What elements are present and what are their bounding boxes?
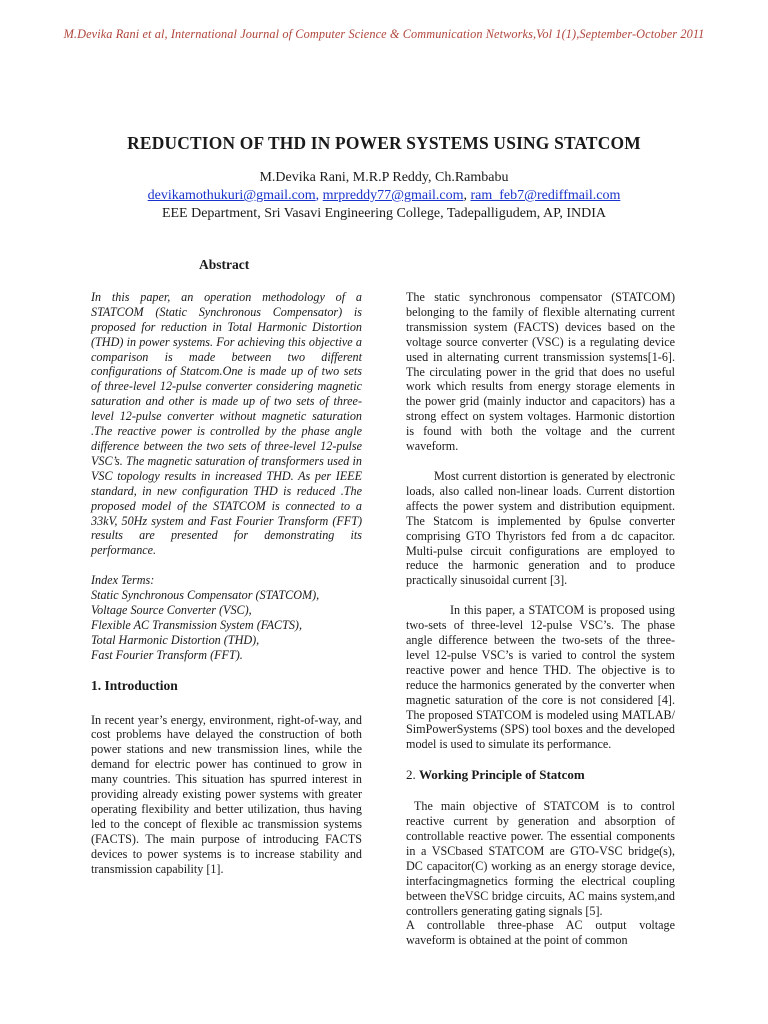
email-link-1[interactable]: devikamothukuri@gmail.com — [147, 188, 316, 203]
introduction-text: In recent year’s energy, environment, right-of-way, and cost problems have delayed the construction of both power stations and new transmission lines, while the demand for electric power has continued to grow in many countries. This situation has spurred interest in providing already existing power systems with greater operating flexibility and better utilization, thus having led to the concept of flexible ac transmission systems (FACTS). The main purpose of introducing FACTS devices to power systems is to increase stability and transmission capability [1]. — [91, 712, 362, 876]
section-2-title: Working Principle of Statcom — [419, 767, 585, 783]
body-paragraph: In this paper, a STATCOM is proposed using two-sets of three-level 12-pulse VSC’s. The phase angle difference between the two-sets of the three-level 12-pulse VSC’s is varied to control the system reactive power and hence THD. The objective is to reduce the harmonics generated by the converter when magnetic saturation of the core is not considered [4]. The proposed STATCOM is modeled using MATLAB/ SimPowerSystems (SPS) tool boxes and the developed model is used to simulate its performance. — [406, 603, 675, 752]
index-term-item: Flexible AC Transmission System (FACTS), — [91, 617, 303, 632]
spacer — [406, 588, 675, 603]
email-separator: , — [463, 188, 471, 203]
authors: M.Devika Rani, M.R.P Reddy, Ch.Rambabu — [259, 170, 509, 185]
body-paragraph: Most current distortion is generated by electronic loads, also called non-linear loads. Current distortion affects the power system and distribution equipment. The Statcom is implemented by 6pulse converter comprising GTO Thyristors fed from a dc capacitor. Multi-pulse circuit configurations are employed to reduce the harmonic generation and to produce practically sinusoidal current [3]. — [406, 468, 675, 588]
index-terms-heading: Index Terms: — [91, 573, 155, 588]
spacer — [406, 454, 675, 469]
index-term-item: Static Synchronous Compensator (STATCOM), — [91, 588, 320, 603]
index-term-item: Voltage Source Converter (VSC), — [91, 603, 252, 618]
introduction-heading: 1. Introduction — [91, 677, 178, 693]
index-term-item: Total Harmonic Distortion (THD), — [91, 632, 260, 647]
email-separator: , — [315, 188, 323, 203]
spacer — [91, 558, 362, 573]
index-terms — [91, 573, 362, 662]
section-2-number: 2. — [406, 767, 416, 783]
affiliation: EEE Department, Sri Vasavi Engineering College, Tadepalligudem, AP, INDIA — [161, 206, 607, 221]
journal-header: M.Devika Rani et al, International Journal of Computer Science & Communication Networks,Vol 1(1),September-October 2011 — [63, 27, 705, 41]
body-paragraph: A controllable three-phase AC output voltage waveform is obtained at the point of common — [406, 918, 675, 948]
paper-title: REDUCTION OF THD IN POWER SYSTEMS USING STATCOM — [127, 133, 641, 153]
email-link-3[interactable]: ram_feb7@rediffmail.com — [470, 188, 621, 203]
abstract-text: In this paper, an operation methodology of a STATCOM (Static Synchronous Compensator) is proposed for reduction in Total Harmonic Distortion (THD) in power systems. For achieving this objective a comparison is made between two different configurations of Statcom.One is made up of two sets of three-level 12-pulse converter considering magnetic saturation and other is made up of two sets of three-level 12-pulse converter without magnetic saturation .The reactive power is controlled by the phase angle difference between the two sets of three-level 12-pulse VSC’s. The magnetic saturation of transformers used in VSC topology results in increased THD. As per IEEE standard, in new configuration THD is reduced .The proposed model of the STATCOM is connected to a 33kV, 50Hz system and Fast Fourier Transform (FFT) results are presented for demonstrating its performance. — [91, 289, 362, 558]
index-term-item: Fast Fourier Transform (FFT). — [91, 647, 243, 662]
body-paragraph: The static synchronous compensator (STATCOM) belonging to the family of flexible alternating current transmission system (FACTS) devices based on the voltage source converter (VSC) is a regulating device used in alternating current transmission systems[1-6]. The circulating power in the grid that does no useful work which results from energy storage elements in the power grid (mainly inductor and capacitors) has a strong effect on system voltages. Harmonic distortion is found with both the voltage and the current waveform. — [406, 290, 675, 454]
right-column — [406, 290, 675, 948]
left-column — [91, 258, 362, 877]
author-emails — [0, 188, 768, 204]
abstract-heading: Abstract — [199, 257, 250, 272]
section-2-heading — [406, 768, 675, 783]
email-link-2[interactable]: mrpreddy77@gmail.com — [322, 188, 464, 203]
body-paragraph: The main objective of STATCOM is to control reactive current by generation and absorption of controllable reactive power. The essential components in a VSCbased STATCOM are GTO-VSC bridge(s), DC capacitor(C) working as an energy storage device, interfacingmagnetics forming the electrical coupling between theVSC bridge circuits, AC mains system,and controllers generating gating signals [5]. — [406, 799, 675, 918]
